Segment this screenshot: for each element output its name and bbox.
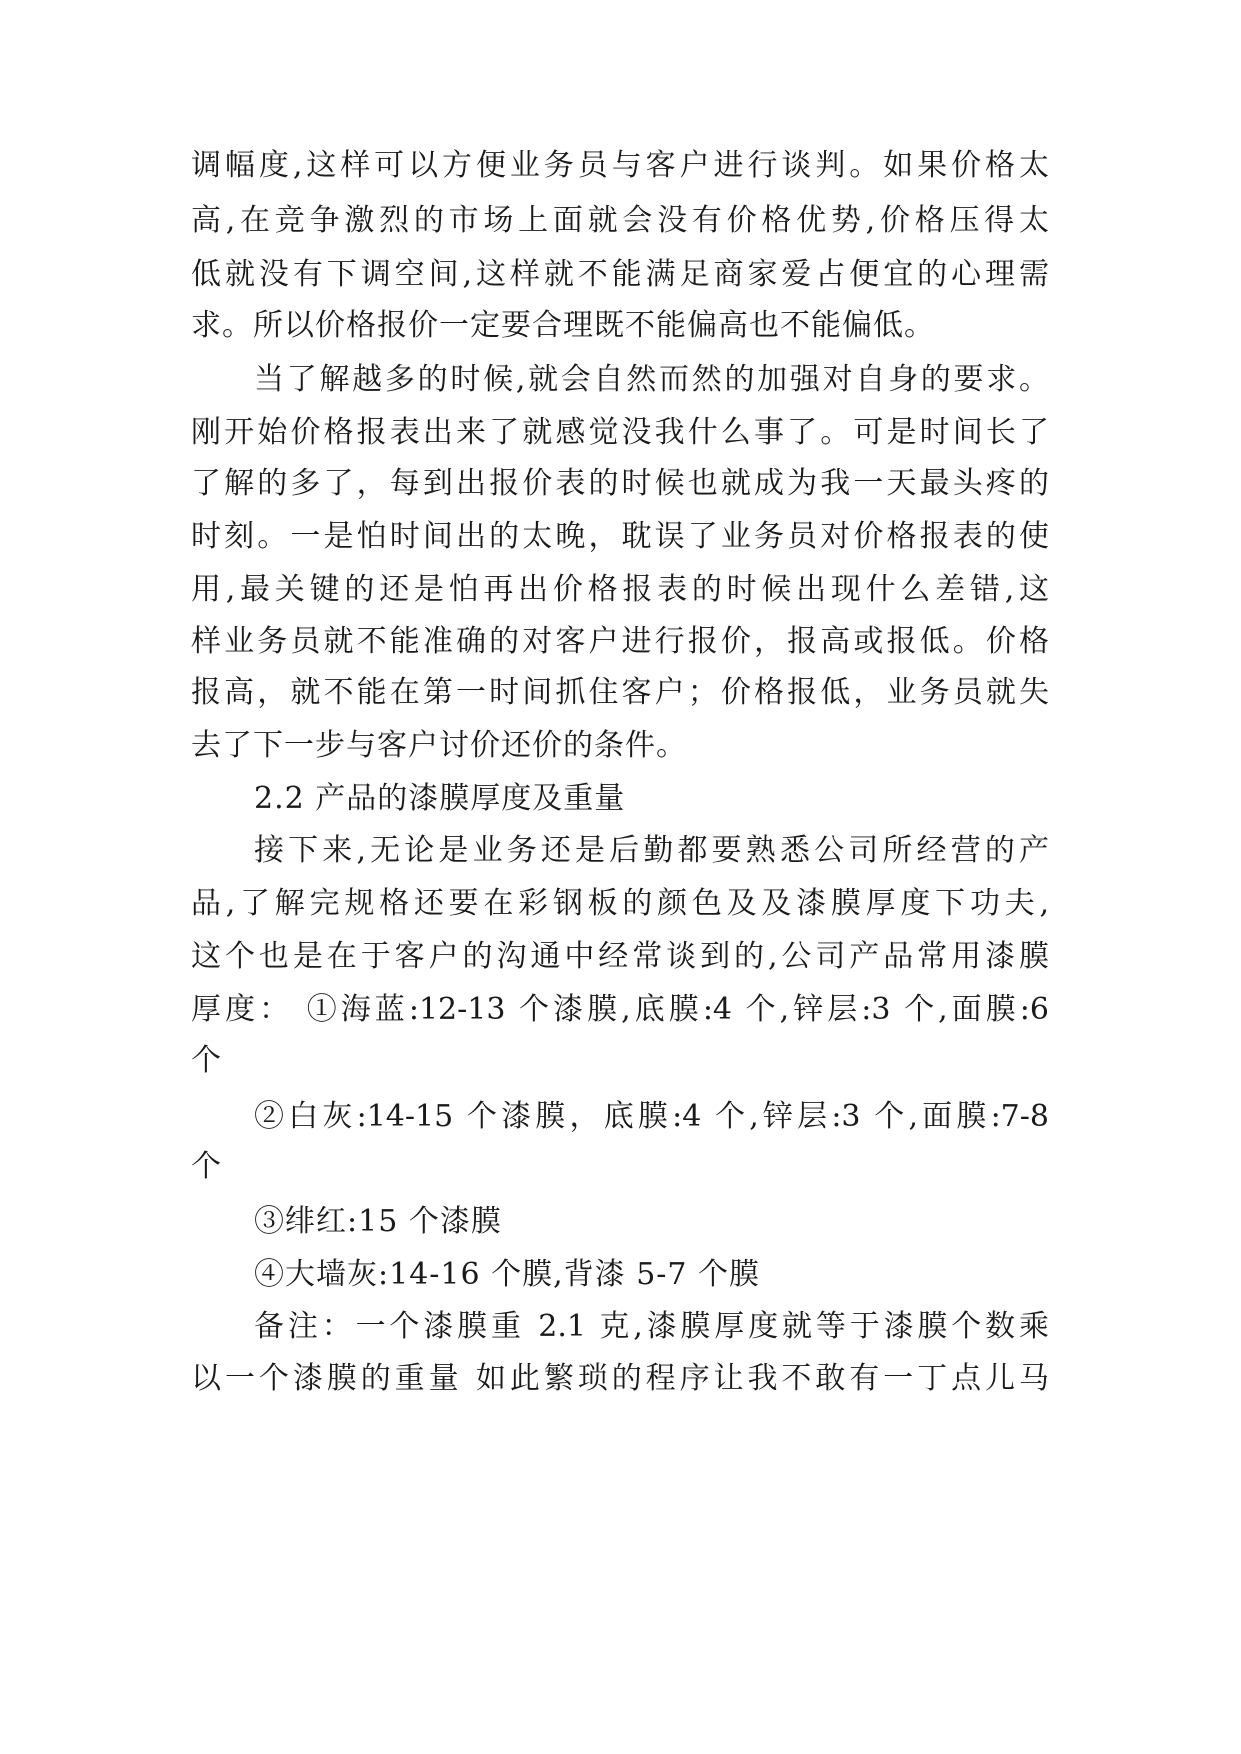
list-item: ④大墙灰:14-16 个膜,背漆 5-7 个膜 (254, 1257, 761, 1292)
body-text-line: 报高，就不能在第一时间抓住客户；价格报低，业务员就失 (191, 675, 1049, 710)
body-text-line: 样业务员就不能准确的对客户进行报价，报高或报低。价格 (191, 624, 1049, 659)
list-item: ②白灰:14-15 个漆膜，底膜:4 个,锌层:3 个,面膜:7-8 (254, 1099, 1049, 1134)
section-heading: 2.2 产品的漆膜厚度及重量 (254, 781, 626, 816)
body-text-line: 这个也是在于客户的沟通中经常谈到的,公司产品常用漆膜 (191, 939, 1049, 974)
list-item: ③绯红:15 个漆膜 (254, 1204, 502, 1239)
body-text-line: 个 (191, 1043, 222, 1078)
paragraph-first-line: 接下来,无论是业务还是后勤都要熟悉公司所经营的产 (254, 833, 1049, 868)
body-text-line: 刚开始价格报表出来了就感觉没我什么事了。可是时间长了 (191, 415, 1049, 450)
body-text-line: 了解的多了，每到出报价表的时候也就成为我一天最头疼的 (191, 466, 1049, 501)
body-text-line: 个 (191, 1149, 222, 1184)
body-text-line: 高,在竞争激烈的市场上面就会没有价格优势,价格压得太 (191, 203, 1049, 238)
paragraph-first-line: 当了解越多的时候,就会自然而然的加强对自身的要求。 (254, 362, 1049, 397)
body-text-line: 时刻。一是怕时间出的太晚，耽误了业务员对价格报表的使 (191, 519, 1049, 554)
body-text-line: 调幅度,这样可以方便业务员与客户进行谈判。如果价格太 (191, 148, 1049, 183)
body-text-line: 去了下一步与客户讨价还价的条件。 (191, 728, 687, 763)
note-first-line: 备注：一个漆膜重 2.1 克,漆膜厚度就等于漆膜个数乘 (254, 1309, 1049, 1344)
body-text-line: 品,了解完规格还要在彩钢板的颜色及及漆膜厚度下功夫, (191, 886, 1049, 921)
body-text-line: 厚度： ①海蓝:12-13 个漆膜,底膜:4 个,锌层:3 个,面膜:6 (191, 992, 1049, 1027)
body-text-line: 低就没有下调空间,这样就不能满足商家爱占便宜的心理需 (191, 257, 1049, 292)
body-text-line: 以一个漆膜的重量 如此繁琐的程序让我不敢有一丁点儿马 (191, 1361, 1049, 1396)
body-text-line: 求。所以价格报价一定要合理既不能偏高也不能偏低。 (191, 308, 935, 343)
body-text-line: 用,最关键的还是怕再出价格报表的时候出现什么差错,这 (191, 572, 1049, 607)
